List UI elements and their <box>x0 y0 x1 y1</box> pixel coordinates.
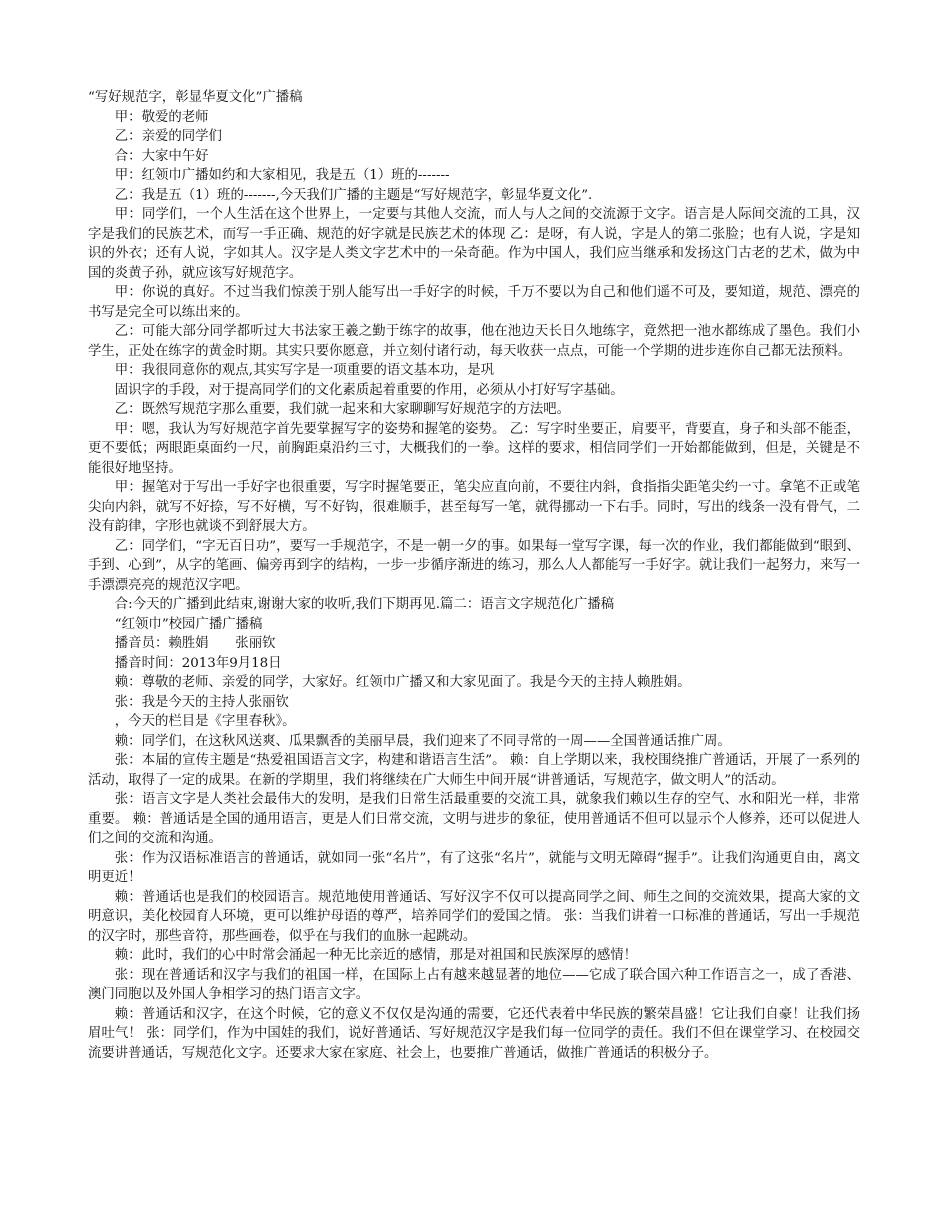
paragraph: ，今天的栏目是《字里春秋》。 <box>114 714 296 729</box>
paragraph: 乙：既然写规范字那么重要，我们就一起来和大家聊聊写好规范字的方法吧。 <box>114 402 571 417</box>
paragraph: 赖：此时，我们的心中时常会涌起一种无比亲近的感情，那是对祖国和民族深厚的感情！ <box>114 948 638 963</box>
paragraph: 张：语言文字是人类社会最伟大的发明，是我们日常生活最重要的交流工具，就象我们赖以生存的空气、水和阳光一样，非常重要。 赖：普通话是全国的通用语言，更是人们日常交流，文明与进步的象征，使用普通话不但可以显示个人修养，还可以促进人们之间的交流和沟通。 <box>88 792 860 846</box>
paragraph: 固识字的手段，对于提高同学们的文化素质起着重要的作用，必须从小打好写字基础。 <box>114 382 624 398</box>
paragraph: 乙：我是五（1）班的-------,今天我们广播的主题是“写好规范字，彰显华夏文化”. <box>114 187 593 203</box>
paragraph: 张：我是今天的主持人张丽钦 <box>114 694 289 710</box>
paragraph: 赖：普通话和汉字，在这个时候，它的意义不仅仅是沟通的需要，它还代表着中华民族的繁荣昌盛！它让我们自豪！让我们扬眉吐气！ 张：同学们，作为中国娃的我们，说好普通话、写好规范汉字是我们每一位同学的责任。我们不但在课堂学习、在校园交流要讲普通话，写规范化文字。还要求大家在家庭、社会上，也要推广普通话，做推广普通话的积极分子。 <box>88 1006 860 1061</box>
document-page <box>88 88 860 1063</box>
paragraph: 乙：可能大部分同学都听过大书法家王羲之勤于练字的故事，他在池边天长日久地练字，竟然把一池水都练成了墨色。我们小学生，正处在练字的黄金时期。其实只要你愿意，并立刻付诸行动，每天收获一点点，可能一个学期的进步连你自己都无法预料。 <box>88 324 860 359</box>
paragraph: 赖：尊敬的老师、亲爱的同学，大家好。红领巾广播又和大家见面了。我是今天的主持人赖胜娟。 <box>114 675 691 690</box>
paragraph: 播音时间：2013年9月18日 <box>114 655 282 671</box>
paragraph: 甲：敬爱的老师 <box>114 109 209 125</box>
paragraph: 甲：红领巾广播如约和大家相见，我是五（1）班的------- <box>114 168 450 183</box>
paragraph: 甲：嗯，我认为写好规范字首先要掌握写字的姿势和握笔的姿势。 乙：写字时坐要正，肩要平，背要直，身子和头部不能歪，更不要低；两眼距桌面约一尺，前胸距桌沿约三寸，大概我们的一拳。这样的要求，相信同学们一开始都能做到，但是，关键是不能很好地坚持。 <box>88 421 860 476</box>
paragraph: 甲：握笔对于写出一手好字也很重要，写字时握笔要正，笔尖应直向前，不要往内斜，食指指尖距笔尖约一寸。拿笔不正或笔尖向内斜，就写不好捺，写不好横，写不好钩，很难顺手，甚至每写一笔，就得挪动一下右手。同时，写出的线条一没有骨气，二没有韵律，字形也就谈不到舒展大方。 <box>88 480 860 534</box>
paragraph: 赖：普通话也是我们的校园语言。规范地使用普通话、写好汉字不仅可以提高同学之间、师生之间的交流效果，提高大家的文明意识，美化校园育人环境，更可以维护母语的尊严，培养同学们的爱国之情。 张：当我们讲着一口标准的普通话，写出一手规范的汉字时，那些音符，那些画卷，似乎在与我们的血脉一起跳动。 <box>88 889 860 944</box>
paragraph: 张：作为汉语标准语言的普通话，就如同一张“名片”，有了这张“名片”，就能与文明无障碍“握手”。让我们沟通更自由，离文明更近！ <box>88 850 860 885</box>
document-title: “写好规范字，彰显华夏文化”广播稿 <box>88 90 303 105</box>
paragraph: 播音员：赖胜娟 张丽钦 <box>114 636 276 651</box>
paragraph: 合:今天的广播到此结束,谢谢大家的收听,我们下期再见.篇二：语言文字规范化广播稿 <box>114 597 615 612</box>
paragraph: 甲：同学们，一个人生活在这个世界上，一定要与其他人交流，而人与人之间的交流源于文字。语言是人际间交流的工具，汉字是我们的民族艺术，而写一手正确、规范的好字就是民族艺术的体现 乙：是呀，有人说，字是人的第二张脸；也有人说，字是知识的外衣；还有人说，字如其人。汉字是人类文字艺术中的一朵奇葩。作为中国人，我们应当继承和发扬这门古老的艺术，做为中国的炎黄子孙，就应该写好规范字。 <box>88 207 860 281</box>
paragraph: 合：大家中午好 <box>114 148 209 164</box>
paragraph: 甲：我很同意你的观点,其实写字是一项重要的语文基本功，是巩 <box>114 363 494 378</box>
paragraph: 甲：你说的真好。不过当我们惊羡于别人能写出一手好字的时候，千万不要以为自己和他们遥不可及，要知道，规范、漂亮的书写是完全可以练出来的。 <box>88 285 860 320</box>
paragraph: 乙：亲爱的同学们 <box>114 129 222 144</box>
paragraph: 张：本届的宣传主题是“热爱祖国语言文字，构建和谐语言生活”。 赖：自上学期以来，我校围绕推广普通话，开展了一系列的活动，取得了一定的成果。在新的学期里，我们将继续在广大师生中间开展“讲普通话，写规范字，做文明人”的活动。 <box>88 753 860 788</box>
paragraph: 张：现在普通话和汉字与我们的祖国一样，在国际上占有越来越显著的地位——它成了联合国六种工作语言之一，成了香港、澳门同胞以及外国人争相学习的热门语言文字。 <box>88 967 860 1002</box>
paragraph: 乙：同学们，“字无百日功”，要写一手规范字，不是一朝一夕的事。如果每一堂写字课，每一次的作业，我们都能做到“眼到、手到、心到”，从字的笔画、偏旁再到字的结构，一步一步循序渐进的练习，那么人人都能写一手好字。就让我们一起努力，来写一手漂漂亮亮的规范汉字吧。 <box>88 538 860 593</box>
paragraph: “红领巾”校园广播广播稿 <box>114 616 263 632</box>
paragraph: 赖：同学们，在这秋风送爽、瓜果飘香的美丽早晨，我们迎来了不同寻常的一周——全国普通话推广周。 <box>114 733 731 749</box>
